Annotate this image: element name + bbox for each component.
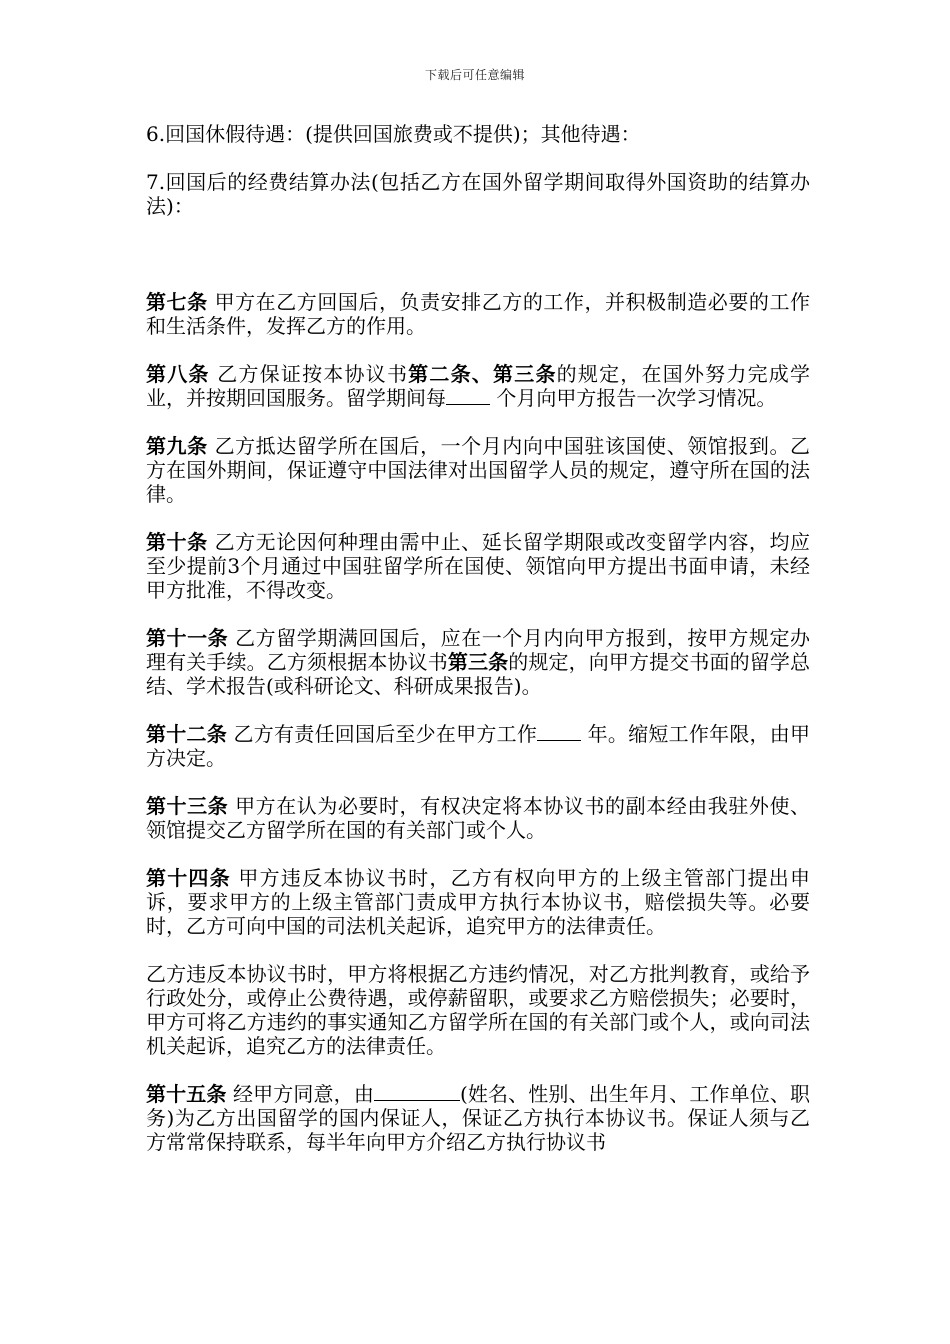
article-14-continued-text: 乙方违反本协议书时，甲方将根据乙方违约情况，对乙方批判教育，或给予行政处分，或停止公费待遇，或停薪留职，或要求乙方赔偿损失；必要时，甲方可将乙方违约的事实通知乙方留学所在国的有关部门或个人，或向司法机关起诉，追究乙方的法律责任。 (146, 962, 810, 1058)
article-12-title: 第十二条 (146, 722, 227, 746)
article-9-text: 乙方抵达留学所在国后，一个月内向中国驻该国使、领馆报到。乙方在国外期间，保证遵守中国法律对出国留学人员的规定，遵守所在国的法律。 (146, 434, 811, 506)
article-12-text-2: 年。缩短工作年限，由甲方决定。 (146, 722, 811, 770)
article-8-title: 第八条 (146, 362, 210, 386)
article-13-title: 第十三条 (146, 794, 229, 818)
article-7-text: 甲方在乙方回国后，负责安排乙方的工作，并积极制造必要的工作和生活条件，发挥乙方的作用。 (146, 290, 811, 338)
article-15-text-1: 经甲方同意，由 (226, 1082, 374, 1106)
article-15-text-2: (姓名、性别、出生年月、工作单位、职务)为乙方出国留学的国内保证人，保证乙方执行本协议书。保证人须与乙方常常保持联系，每半年向甲方介绍乙方执行协议书 (146, 1082, 810, 1154)
article-8-text-3: 个月向甲方报告一次学习情况。 (490, 386, 777, 410)
item-6 (146, 122, 810, 146)
guarantor-blank (374, 1082, 460, 1101)
article-14-text: 甲方违反本协议书时，乙方有权向甲方的上级主管部门提出申诉，要求甲方的上级主管部门责成甲方执行本协议书，赔偿损失等。必要时，乙方可向中国的司法机关起诉，追究甲方的法律责任。 (146, 866, 811, 938)
article-13-text: 甲方在认为必要时，有权决定将本协议书的副本经由我驻外使、领馆提交乙方留学所在国的有关部门或个人。 (146, 794, 811, 842)
article-10-text: 乙方无论因何种理由需中止、延长留学期限或改变留学内容，均应至少提前3个月通过中国驻留学所在国使、领馆向甲方提出书面申请，未经甲方批准，不得改变。 (146, 530, 811, 602)
article-8-text-1: 乙方保证按本协议书 (209, 362, 409, 386)
item-6-text: 6.回国休假待遇：(提供回国旅费或不提供)；其他待遇： (146, 122, 641, 146)
article-7-title: 第七条 (146, 290, 208, 314)
article-10-title: 第十条 (146, 530, 208, 554)
article-12-text-1: 乙方有责任回国后至少在甲方工作 (226, 722, 538, 746)
article-14 (146, 866, 810, 938)
article-9-title: 第九条 (146, 434, 208, 458)
article-8-reference: 第二条、第三条 (408, 362, 557, 386)
article-12 (146, 722, 810, 770)
article-7 (146, 290, 810, 338)
article-11 (146, 626, 810, 698)
work-years-blank (537, 722, 581, 741)
article-11-text-2: 的规定，向甲方提交书面的留学总结、学术报告(或科研论文、科研成果报告)。 (146, 650, 810, 698)
article-14-continued (146, 962, 810, 1058)
article-8-text-2: 的规定，在国外努力完成学业，并按期回国服务。留学期间每 (146, 362, 811, 410)
report-interval-blank (446, 386, 490, 405)
item-7 (146, 170, 810, 218)
article-15-title: 第十五条 (146, 1082, 227, 1106)
article-8 (146, 362, 810, 410)
article-11-text-1: 乙方留学期满回国后，应在一个月内向甲方报到，按甲方规定办理有关手续。乙方须根据本协议书 (146, 626, 811, 674)
article-11-title: 第十一条 (146, 626, 229, 650)
article-14-title: 第十四条 (146, 866, 231, 890)
article-9 (146, 434, 810, 506)
page-header: 下载后可任意编辑 (424, 68, 525, 82)
document-body (146, 122, 810, 1178)
item-7-text: 7.回国后的经费结算办法(包括乙方在国外留学期间取得外国资助的结算办法)： (146, 170, 810, 218)
article-10 (146, 530, 810, 602)
article-11-reference: 第三条 (447, 650, 509, 674)
article-15 (146, 1082, 810, 1154)
article-13 (146, 794, 810, 842)
